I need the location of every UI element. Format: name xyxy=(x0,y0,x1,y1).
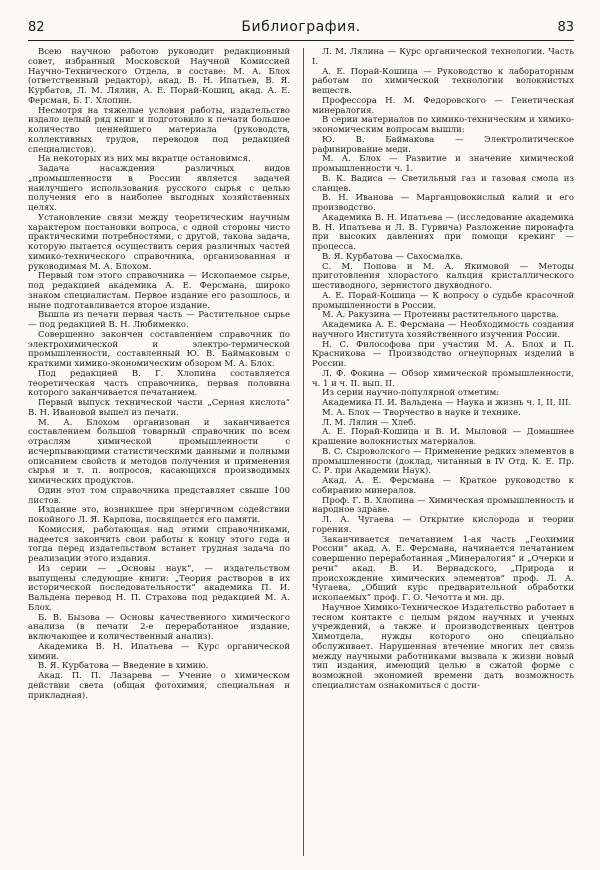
paragraph: С. М. Попова и М. А. Якимовой — Методы приготовления хлорастого кальция кристаллического шестиводного, зернистого двухводного. xyxy=(312,261,574,291)
paragraph: Акад. П. П. Лазарева — Учение о химическом действии света (общая фотохимия, специальная и прикладная). xyxy=(28,671,290,701)
paragraph: А. Е. Порай-Кошица — Руководство к лабораторным работам по химической технологии волокнистых веществ. xyxy=(312,66,574,96)
paragraph: Б. В. Бызова — Основы качественного химического анализа (в печати 2-е переработанное издание, включающее и количественный анализ). xyxy=(28,612,290,642)
paragraph: Н. С. Философова при участии М. А. Блох и П. Красникова — Производство огнеупорных изделий в России. xyxy=(312,339,574,369)
paragraph: Академика В. Н. Ипатьева — Курс органической химии. xyxy=(28,641,290,662)
paragraph: М. А. Ракузина — Протеины растительного царства. xyxy=(322,310,559,321)
paragraph: Из серии — „Основы наук“, — издательством выпущены следующие книги: „Теория растворов в их исторической последовательности“ академика П. И. Вальдена перевод Н. П. Страхова под редакцией М. А. Блох. xyxy=(28,563,290,613)
page-title: Библиография. xyxy=(241,19,361,35)
paragraph: Первый выпуск технической части „Серная кислота“ В. Н. Ивановой вышел из печати. xyxy=(28,398,290,418)
paragraph: В. Я. Курбатова — Введение в химию. xyxy=(38,661,209,672)
paragraph: Заканчивается печатанием 1-ая часть „Геохимии России“ акад. А. Е. Ферсмана, начинается печатанием совершенно переработанная „Минералогия“ и „Очерки и речи“ акад. В. И. Вернадского, „Природа и происхождение химических элементов“ проф. Л. А. Чугаева, „Общий курс предварительной обработки ископаемых“ проф. Г. О. Чечотта и мн. др. xyxy=(312,534,574,603)
paragraph: Академика В. Н. Ипатьева — (исследование академика В. Н. Ипатьева и Л. В. Гурвича) Разложение пиронафта при высоких давлениях при помощи крекинг — процесса. xyxy=(312,212,574,252)
paragraph: В. С. Сыроволского — Применение редких элементов в промышленности (доклад, читанный в IV Отд. К. Е. Пр. С. Р. при Академии Наук). xyxy=(312,446,574,477)
paragraph: Задача насаждения различных видов „промышленности в России является задачей наилучшего использования русского сырья с целью получения его в наиболее выгодных хозяйственных целях. xyxy=(28,164,290,213)
header-rule xyxy=(28,40,574,41)
paragraph: Академика П. И. Вальдена — Наука и жизнь ч. I, II, III. xyxy=(322,398,572,408)
paragraph: Проф. Г. В. Хлопина — Химическая промышленность и народное здраве. xyxy=(312,495,574,516)
paragraph: Ю. В. Баймакова — Электролитическое рафинирование меди. xyxy=(312,134,574,155)
paragraph: М. А. Блох — Творчество в науке и технике. xyxy=(322,407,521,418)
page-number-left: 82 xyxy=(28,20,45,35)
paragraph: Л. М. Лялин — Хлеб. xyxy=(322,417,416,428)
paragraph: Л. А. Чугаева — Открытие кислорода и теории горения. xyxy=(312,515,574,535)
paragraph: Один этот том справочника представляет свыше 100 листов. xyxy=(28,485,290,506)
paragraph: Комиссия, работающая над этими справочниками, надеется закончить свои работы к концу этого года и тогда перед издательством встанет трудная задача по реализации этого издания. xyxy=(28,524,290,564)
page-header xyxy=(28,18,574,38)
paragraph: М. А. Блох — Развитие и значение химической промышленности ч. 1. xyxy=(312,154,574,174)
paragraph: Первый том этого справочника — Ископаемое сырье, под редакцией академика А. Е. Ферсмана, широко знаком специалистам. Первое издание его разошлось, и ныне подготавливается второе издание. xyxy=(28,271,290,311)
left-column xyxy=(28,48,290,858)
paragraph: Всею научною работою руководит редакционный совет, избранный Московской Научной Комиссией Научно-Технического Отдела, в составе: М. А. Блох (ответственный редактор), акад. В. Н. Ипатьев, В. Я. Курбатов, Л. М. Лялин, А. Е. Порай-Кошиц, акад. А. Е. Ферсман, Б. Г. Хлопин. xyxy=(28,48,290,106)
paragraph: Под редакцией В. Г. Хлопина составляется теоретическая часть справочника, первая половина которого заканчивается печатанием. xyxy=(28,368,290,399)
page-number-right: 83 xyxy=(557,20,574,35)
paragraph: Л. М. Лялина — Курс органической технологии. Часть I. xyxy=(312,48,574,67)
paragraph: Профессора Н. М. Федоровского — Генетическая минералогия. xyxy=(312,95,574,116)
right-column xyxy=(312,48,574,858)
paragraph: Совершенно закончен составлением справочник по электрохимической и электро-термической промышленности, составленный Ю. В. Баймаковым с краткими химико-экономическим обзором М. А. Блох. xyxy=(28,329,290,369)
column-divider xyxy=(303,48,304,856)
paragraph: В. К. Вадиса — Светильный газ и газовая смола из сланцев. xyxy=(312,173,574,194)
paragraph: Л. Ф. Фокина — Обзор химической промышленности, ч. 1 и ч. II. вып. II. xyxy=(312,368,574,389)
paragraph: А. Е. Порай-Кошица — К вопросу о судьбе красочной промышленности в России. xyxy=(312,290,574,311)
paragraph: А. Е. Порай-Кошица и В. И. Мыловой — Домашнее крашение волокнистых материалов. xyxy=(312,427,574,447)
paragraph: Акад. А. Е. Ферсмана — Краткое руководство к собиранию минералов. xyxy=(312,476,574,496)
paragraph: Научное Химико-Техническое Издательство работает в тесном контакте с целым рядом научных и ученых учреждений, а также и производственных центров Химотдела, нужды которого оно специально обслуживает. Нарушенная втечение многих лет связь между научными работниками вызвала к жизни новый тип издания, имеющий целью в сжатой форме с возможной экономией времени дать возможность специалистам ознакомиться с дости- xyxy=(312,602,574,691)
paragraph: В. Н. Иванова — Марганцовокислый калий и его производство. xyxy=(312,193,574,213)
paragraph: Из серии научно-популярной отметим: xyxy=(322,388,500,399)
paragraph: В. Я. Курбатова — Сахосмалка. xyxy=(322,251,464,262)
paragraph: Издание это, возникшее при энергичном содействии покойного Л. Я. Карпова, посвящается его памяти. xyxy=(28,505,290,525)
paragraph: На некоторых из них мы вкратце остановимся. xyxy=(38,154,251,165)
paragraph: Академика А. Е. Ферсмана — Необходимость создания научного Института хозяйственного изучения России. xyxy=(312,320,574,340)
paragraph: В серии материалов по химико-техническим и химико-экономическим вопросам вышли: xyxy=(312,115,574,135)
paragraph: М. А. Блохом организован и заканчивается составлением большой товарный справочник по всем отраслям химической промышленности с исчерпывающими статистическими данными и полными описанием свойств и методов получения и применения сырья и т. п. вопросов, касающихся производимых химических продуктов. xyxy=(28,417,290,486)
paragraph: Установление связи между теоретическим научным характером постановки вопроса, с одной стороны чисто практическими потребностями, с другой, такова задача, которую пытается осуществить серия различных частей химико-технического справочника, организованная и руководимая М. А. Блохом. xyxy=(28,212,290,272)
paragraph: Несмотря на тяжелые условия работы, издательство издало целый ряд книг и подготовило к печати большое количество ценнейшего материала (руководств, коллективных трудов, переводов под редакцией специалистов). xyxy=(28,105,290,155)
paragraph: Вышла из печати первая часть — Растительное сырье — под редакцией В. Н. Любименко. xyxy=(28,310,290,330)
